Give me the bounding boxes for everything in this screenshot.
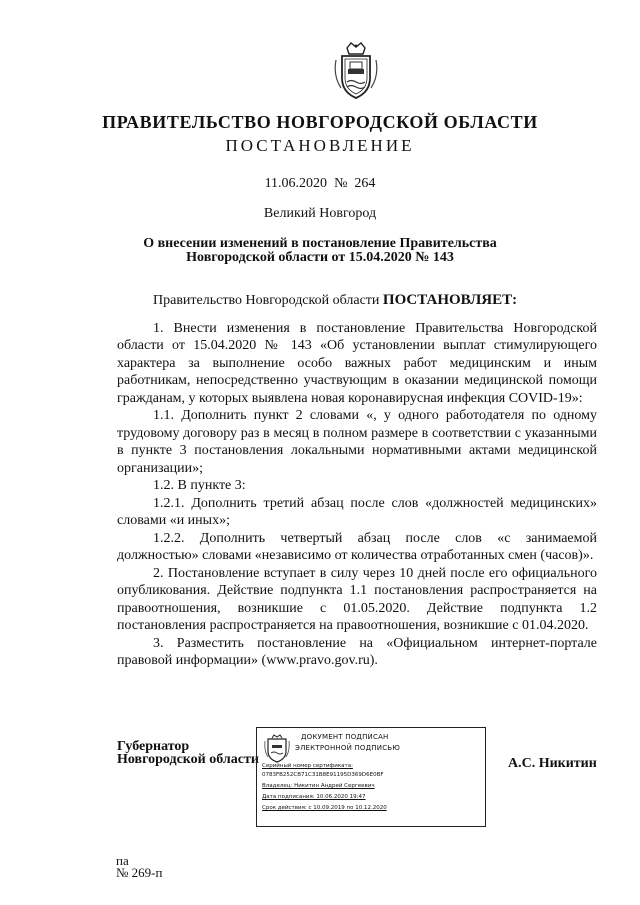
subject-line-1: О внесении изменений в постановление Правительства <box>143 236 497 251</box>
stamp-signed-date: Дата подписания: 10.06.2020 19:47 <box>262 794 366 800</box>
lead-resolution: ПОСТАНОВЛЯЕТ: <box>382 292 518 308</box>
lead-prefix: Правительство Новгородской области <box>153 293 380 308</box>
electronic-signature-stamp <box>256 727 486 827</box>
stamp-title-2: ЭЛЕКТРОННОЙ ПОДПИСЬЮ <box>295 744 401 752</box>
stamp-serial: 0783FB252CB71C31B8E91195D369D6E0BF <box>262 772 384 778</box>
stamp-validity: Срок действия: с 10.09.2019 по 10.12.2020 <box>262 805 387 811</box>
position-line-1: Губернатор <box>117 739 190 754</box>
subject-line-2: Новгородской области от 15.04.2020 № 143 <box>186 250 454 265</box>
footer-note <box>116 855 162 879</box>
signatory-name: А.С. Никитин <box>508 756 597 771</box>
lead-paragraph <box>117 292 597 310</box>
city: Великий Новгород <box>263 206 377 221</box>
document-type: ПОСТАНОВЛЕНИЕ <box>225 136 415 155</box>
position-line-2: Новгородской области <box>117 752 259 767</box>
number-sign: № <box>334 176 348 191</box>
signatory-position <box>117 740 259 766</box>
paragraph-1: 1. Внести изменения в постановление Правительства Новгородской области от 15.04.2020 № 143 «Об установлении выплат стимулирующего характера за выполнение особо важных работ медицинским и иным работникам, непосредственно участвующим в оказании медицинской помощи гражданам, у которых выявлена новая коронавирусная инфекция COVID-19»: <box>117 320 597 406</box>
stamp-title-1: ДОКУМЕНТ ПОДПИСАН <box>301 733 389 741</box>
paragraph-2: 2. Постановление вступает в силу через 10 дней после его официального опубликования. Действие подпункта 1.1 постановления распространяется на правоотношения, возникшие с 01.05.2020. Действие подпункта 1.2 постановления распространяется на правоотношения, возникшие с 01.04.2020. <box>117 565 597 633</box>
paragraph-1-2: 1.2. В пункте 3: <box>153 478 246 493</box>
document-subject <box>0 237 640 265</box>
stamp-serial-label: Серийный номер сертификата: <box>262 763 353 769</box>
paragraph-1-2-1: 1.2.1. Дополнить третий абзац после слов «должностей медицинских» словами «и иных»; <box>117 495 597 528</box>
document-date: 11.06.2020 <box>264 176 328 191</box>
document-body <box>117 292 597 670</box>
footer-line-1: па <box>116 853 129 868</box>
stamp-crest-icon <box>264 733 290 763</box>
footer-line-2: № 269-п <box>116 865 163 880</box>
paragraph-1-1: 1.1. Дополнить пункт 2 словами «, у одного работодателя по одному трудовому договору раз в месяц в полном размере в соответствии с указанными в пункте 3 постановления локальными нормативными актами медицинской организации»; <box>117 408 597 476</box>
document-number: 264 <box>354 176 376 191</box>
stamp-owner: Владелец: Никитин Андрей Сергеевич <box>262 783 375 789</box>
government-title: ПРАВИТЕЛЬСТВО НОВГОРОДСКОЙ ОБЛАСТИ <box>102 112 538 132</box>
coat-of-arms-icon <box>333 42 379 100</box>
date-number-line <box>0 176 640 192</box>
paragraph-3: 3. Разместить постановление на «Официальном интернет-портале правовой информации» (www.pravo.gov.ru). <box>117 635 597 668</box>
paragraph-1-2-2: 1.2.2. Дополнить четвертый абзац после слов «с занимаемой должностью» словами «независимо от количества отработанных смен (часов)». <box>117 530 597 563</box>
